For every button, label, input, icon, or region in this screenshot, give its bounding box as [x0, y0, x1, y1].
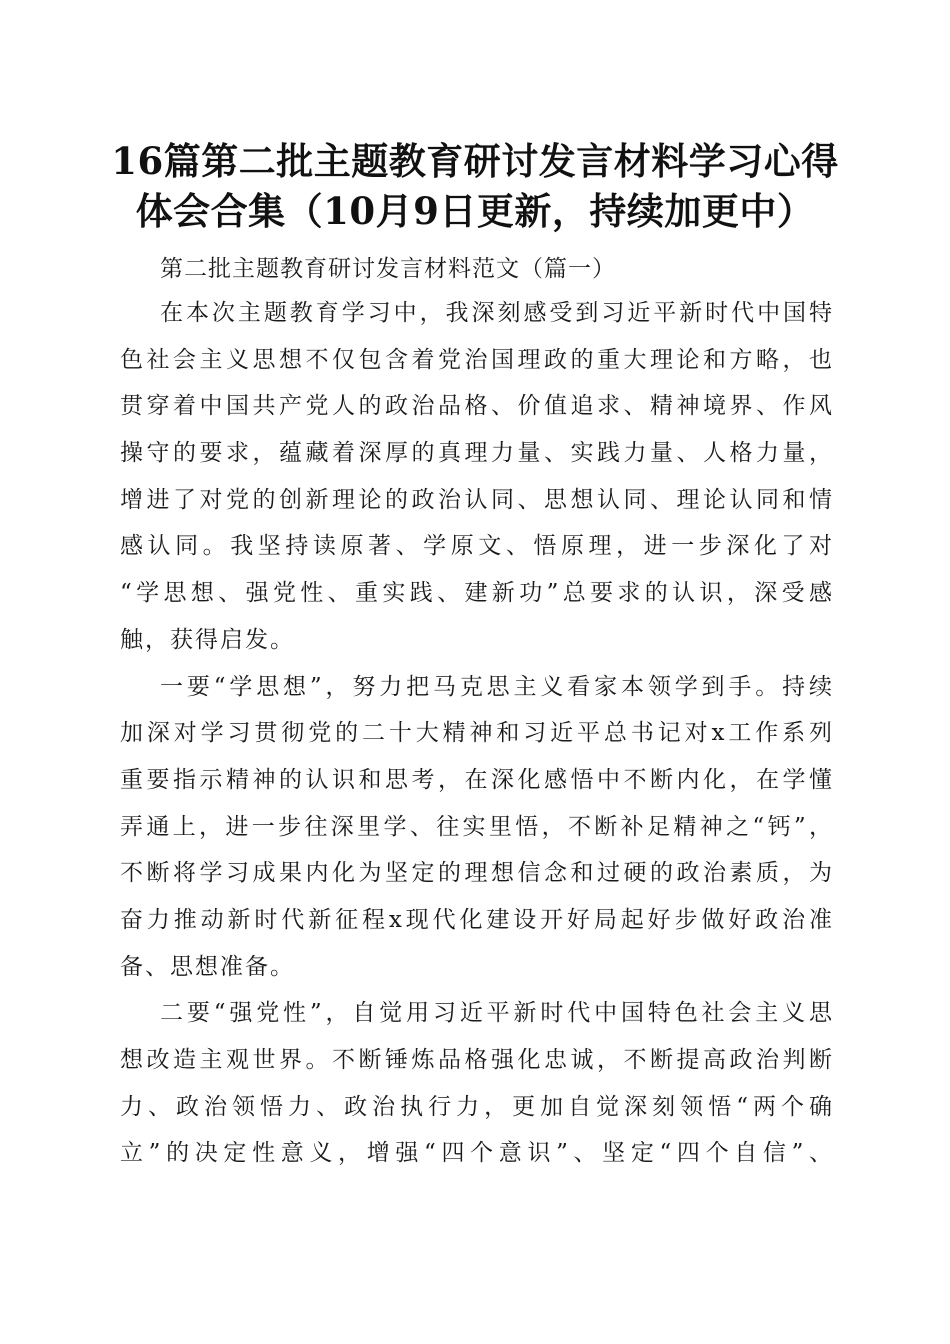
paragraph-line: 立”的决定性意义，增强“四个意识”、坚定“四个自信”、 [120, 1140, 832, 1167]
paragraph-line: 弄通上，进一步往深里学、往实里悟，不断补足精神之“钙”， [120, 813, 832, 840]
paragraph-line: 二要“强党性”，自觉用习近平新时代中国特色社会主义思 [160, 1000, 832, 1027]
paragraph-line: 色社会主义思想不仅包含着党治国理政的重大理论和方略，也 [120, 346, 832, 373]
paragraph-line: 重要指示精神的认识和思考，在深化感悟中不断内化，在学懂 [120, 766, 832, 793]
paragraph-line: 增进了对党的创新理论的政治认同、思想认同、理论认同和情 [120, 486, 832, 513]
paragraph-3 [120, 990, 832, 1177]
section-heading: 第二批主题教育研讨发言材料范文（篇一） [160, 256, 616, 282]
paragraph-line: “学思想、强党性、重实践、建新功”总要求的认识，深受感 [120, 580, 832, 607]
paragraph-line: 贯穿着中国共产党人的政治品格、价值追求、精神境界、作风 [120, 393, 832, 420]
paragraph-line: 想改造主观世界。不断锤炼品格强化忠诚，不断提高政治判断 [120, 1047, 832, 1073]
paragraph-line: 加深对学习贯彻党的二十大精神和习近平总书记对x工作系列 [120, 720, 832, 747]
paragraph-line: 在本次主题教育学习中，我深刻感受到习近平新时代中国特 [160, 300, 832, 326]
paragraph-2 [120, 664, 832, 991]
paragraph-line: 操守的要求，蕴藏着深厚的真理力量、实践力量、人格力量， [120, 440, 832, 467]
title-line-2: 体会合集（10月9日更新，持续加更中） [135, 189, 815, 233]
title-line-1: 16篇第二批主题教育研讨发言材料学习心得 [111, 139, 839, 183]
paragraph-1 [120, 290, 832, 664]
paragraph-line: 感认同。我坚持读原著、学原文、悟原理，进一步深化了对 [120, 533, 832, 560]
document-title [60, 136, 890, 236]
paragraph-line: 触，获得启发。 [120, 626, 295, 653]
paragraph-line: 奋力推动新时代新征程x现代化建设开好局起好步做好政治准 [120, 906, 832, 933]
document-body [120, 248, 832, 1177]
paragraph-line: 力、政治领悟力、政治执行力，更加自觉深刻领悟“两个确 [120, 1093, 832, 1120]
paragraph-line: 不断将学习成果内化为坚定的理想信念和过硬的政治素质，为 [120, 860, 832, 887]
paragraph-line: 备、思想准备。 [120, 953, 295, 980]
paragraph-line: 一要“学思想”，努力把马克思主义看家本领学到手。持续 [160, 673, 832, 700]
